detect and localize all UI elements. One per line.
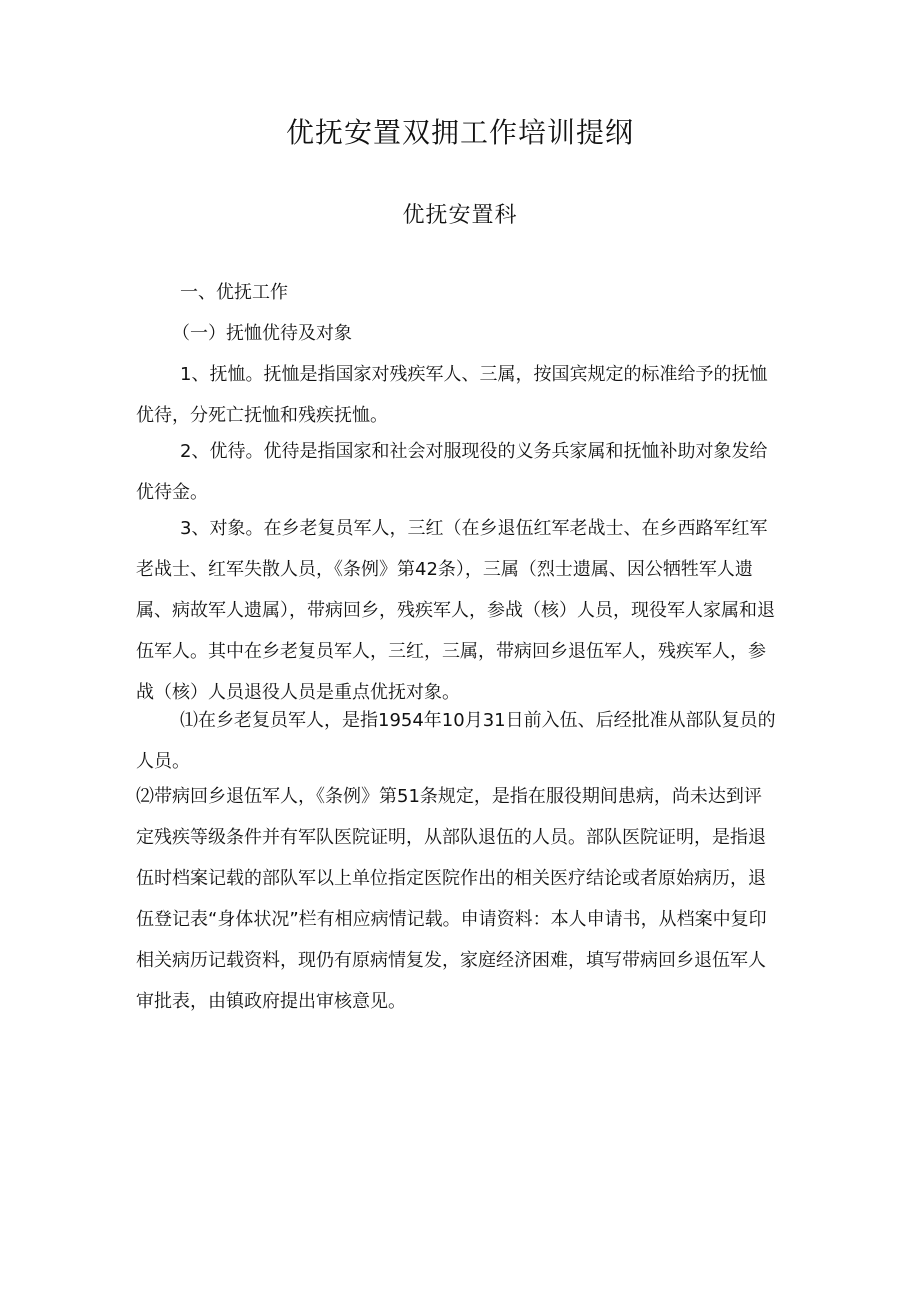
document-subtitle: 优抚安置科 (402, 203, 518, 228)
paragraph-recipients: 3、对象。在乡老复员军人，三红（在乡退伍红军老战士、在乡西路军红军老战士、红军失散人员，《条例》第42条），三属（烈士遗属、因公牺牲军人遗属、病故军人遗属），带病回乡，残疾军人，参战（核）人员，现役军人家属和退伍军人。其中在乡老复员军人，三红，三属，带病回乡退伍军人，残疾军人，参战（核）人员退役人员是重点优抚对象。 (136, 518, 775, 703)
paragraph-preferential: 2、优待。优待是指国家和社会对服现役的义务兵家属和抚恤补助对象发给优待金。 (136, 441, 768, 503)
paragraph-veterans: ⑴在乡老复员军人，是指1954年10月31日前入伍、后经批准从部队复员的人员。 (136, 710, 776, 772)
paragraph-sick-veterans: ⑵带病回乡退伍军人，《条例》第51条规定，是指在服役期间患病，尚未达到评定残疾等级条件并有军队医院证明，从部队退伍的人员。部队医院证明，是指退伍时档案记载的部队军以上单位指定医院作出的相关医疗结论或者原始病历，退伍登记表“身体状况”栏有相应病情记载。申请资料：本人申请书，从档案中复印相关病历记载资料，现仍有原病情复发，家庭经济困难，填写带病回乡退伍军人审批表，由镇政府提出审核意见。 (136, 786, 767, 1012)
paragraph-pension: 1、抚恤。抚恤是指国家对残疾军人、三属，按国宾规定的标准给予的抚恤优待，分死亡抚恤和残疾抚恤。 (136, 364, 768, 426)
document-title: 优抚安置双拥工作培训提纲 (285, 116, 634, 149)
subsection-heading: （一）抚恤优待及对象 (172, 323, 352, 344)
section-heading: 一、优抚工作 (180, 282, 288, 303)
